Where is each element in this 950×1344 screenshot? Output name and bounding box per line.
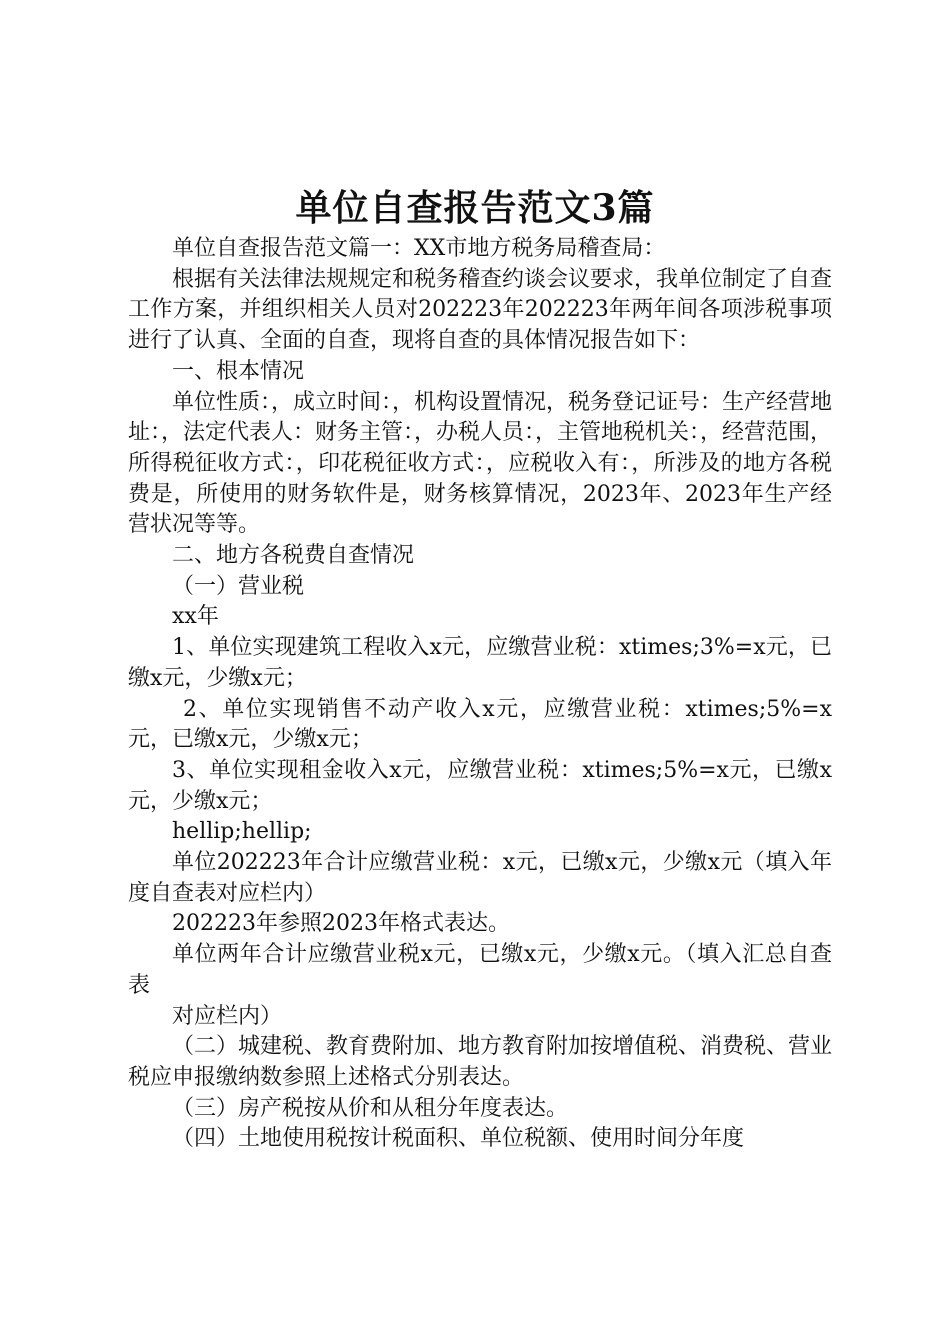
paragraph-basic-info: 单位性质：，成立时间：，机构设置情况，税务登记证号：生产经营地址：，法定代表人：财务主管：，办税人员：，主管地税机关：，经营范围，所得税征收方式：，印花税征收方式：，应税收入有：，所涉及的地方各税费是，所使用的财务软件是，财务核算情况，2023年、2023年生产经营状况等等。 (128, 389, 833, 538)
subheading-city-tax: （二）城建税、教育费附加、地方教育附加按增值税、消费税、营业税应申报缴纳数参照上述格式分别表达。 (128, 1034, 833, 1090)
subheading-property-tax: （三）房产税按从价和从租分年度表达。 (172, 1095, 569, 1121)
paragraph-ellipsis: hellip;hellip; (172, 819, 312, 845)
paragraph-column: 对应栏内） (172, 1003, 283, 1029)
list-item-real-estate: 2、单位实现销售不动产收入x元，应缴营业税：xtimes;5%=x元，已缴x元，少缴x元； (128, 696, 832, 753)
paragraph-salutation: 单位自查报告范文篇一：XX市地方税务局稽查局： (172, 236, 666, 261)
paragraph-reference: 202223年参照2023年格式表达。 (172, 911, 510, 937)
document-title: 单位自查报告范文3篇 (295, 187, 655, 229)
paragraph-total-year: 单位202223年合计应缴营业税：x元，已缴x元，少缴x元（填入年度自查表对应栏内） (128, 850, 832, 906)
list-item-rent: 3、单位实现租金收入x元，应缴营业税：xtimes;5%=x元，已缴x元，少缴x元； (128, 757, 832, 814)
subheading-business-tax: （一）营业税 (172, 573, 305, 599)
heading-basic-situation: 一、根本情况 (172, 358, 305, 384)
subheading-land-tax: （四）土地使用税按计税面积、单位税额、使用时间分年度 (172, 1126, 745, 1152)
paragraph-two-year-total: 单位两年合计应缴营业税x元，已缴x元，少缴x元。（填入汇总自查表 (128, 942, 832, 998)
heading-local-taxes: 二、地方各税费自查情况 (172, 543, 415, 569)
list-item-construction: 1、单位实现建筑工程收入x元，应缴营业税：xtimes;3%=x元，已缴x元，少缴x元； (128, 635, 832, 691)
paragraph-intro: 根据有关法律法规规定和税务稽查约谈会议要求，我单位制定了自查工作方案，并组织相关人员对202223年202223年两年间各项涉税事项进行了认真、全面的自查，现将自查的具体情况报告如下： (128, 266, 833, 354)
paragraph-year: xx年 (172, 604, 219, 630)
document-body (128, 234, 832, 1155)
